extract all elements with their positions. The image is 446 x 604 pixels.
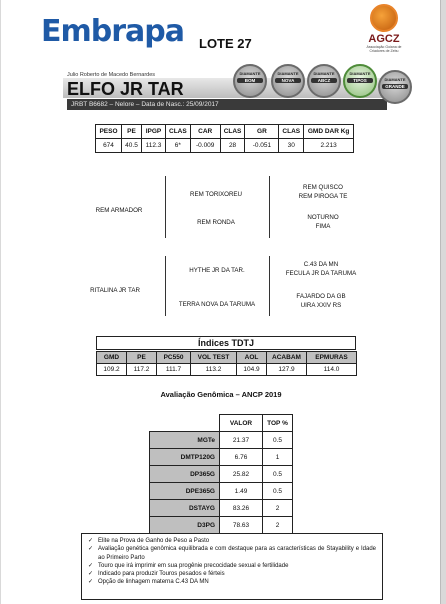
table-row: DMTP120G 6.76 1 — [150, 449, 293, 466]
table-header-row: VALOR TOP % — [150, 415, 293, 432]
pedigree-ssd: REM PIROGA TE — [298, 193, 348, 200]
pedigree-connector — [165, 256, 166, 316]
pedigree-dam: RITALINA JR TAR — [90, 287, 140, 294]
award-seal-icon: DIAMANTE ABCZ — [307, 64, 341, 98]
pedigree-dsd: FECULA JR DA TARUMA — [285, 270, 357, 277]
registration-line: JRBT B6682 – Nelore – Data de Nasc.: 25/09/2017 — [67, 99, 387, 110]
table-header-row: GMD PE PC550 VOL TEST AOL ACABAM EPMURAS — [97, 352, 357, 364]
pedigree-connector — [269, 176, 270, 238]
pedigree-connector — [165, 176, 166, 238]
table-row: DSTAYG 83.26 2 — [150, 500, 293, 517]
pedigree-dss: C.43 DA MN — [303, 261, 339, 268]
award-seal-icon: DIAMANTE TIPOS — [343, 64, 377, 98]
award-seal-icon: DIAMANTE GRANDE — [378, 70, 412, 104]
list-item: ✓ Avaliação genética genômica equilibrada e com destaque para as características de Stayability e Idade ao Primeiro Parto — [88, 545, 376, 562]
pedigree-connector — [269, 256, 270, 316]
animal-name: ELFO JR TAR — [67, 79, 184, 99]
breeder-name: Julio Roberto de Macedo Bernardes — [67, 72, 156, 78]
pedigree-dam-sire: HYTHE JR DA TAR. — [189, 267, 245, 274]
list-item: ✓ Indicado para produzir Touros pesados e férteis — [88, 570, 376, 578]
pedigree-sire-sire: REM TORIXOREU — [189, 191, 243, 198]
table-row: MGTe 21.37 0.5 — [150, 432, 293, 449]
pedigree-dam-dam: TERRA NOVA DA TARUMA — [178, 301, 256, 308]
table-row: D3PG 78.63 2 — [150, 517, 293, 534]
pedigree-sss: REM QUISCO — [303, 184, 343, 191]
pedigree-ddd: UIRA XXIV RS — [300, 302, 342, 309]
genomic-table — [149, 414, 293, 534]
table-row: DP365G 25.82 0.5 — [150, 466, 293, 483]
performance-table — [95, 124, 354, 153]
table-header-row: PESO PE IPGP CLAS CAR CLAS GR CLAS GMD DAR Kg — [96, 125, 354, 139]
genomic-title: Avaliação Genômica – ANCP 2019 — [160, 390, 282, 399]
table-row: 109.2 117.2 111.7 113.2 104.9 127.9 114.0 — [97, 364, 357, 376]
agcz-logo: AGCZ Associação Goiana de Criadores de Zebu — [361, 4, 407, 53]
lot-number: LOTE 27 — [199, 36, 252, 51]
list-item: ✓ Touro que irá imprimir em sua progênie precocidade sexual e fertilidade — [88, 562, 376, 570]
award-seal-icon: DIAMANTE BOM — [233, 64, 267, 98]
pedigree-sds: NOTURNO — [307, 214, 339, 221]
indices-table — [96, 351, 357, 376]
pedigree-sire-dam: REM RONDA — [197, 219, 235, 226]
highlights-box — [81, 533, 383, 600]
agcz-medal-icon — [370, 4, 398, 32]
pedigree-sdd: FIMA — [315, 223, 331, 230]
table-row: 674 40.5 112.3 6* -0.009 28 -0.051 30 2.213 — [96, 139, 354, 153]
embrapa-logo: Embrapa — [41, 14, 184, 49]
table-row: DPE365G 1.49 0.5 — [150, 483, 293, 500]
pedigree-dds: FAJARDO DA GB — [296, 293, 346, 300]
list-item: ✓ Opção de linhagem materna C.43 DA MN — [88, 578, 376, 586]
indices-title: Índices TDTJ — [96, 336, 356, 350]
pedigree-sire: REM ARMADOR — [95, 207, 143, 214]
list-item: ✓ Elite na Prova de Ganho de Peso a Pasto — [88, 537, 376, 545]
document-page — [1, 0, 441, 604]
award-seal-icon: DIAMANTE NOVA — [271, 64, 305, 98]
